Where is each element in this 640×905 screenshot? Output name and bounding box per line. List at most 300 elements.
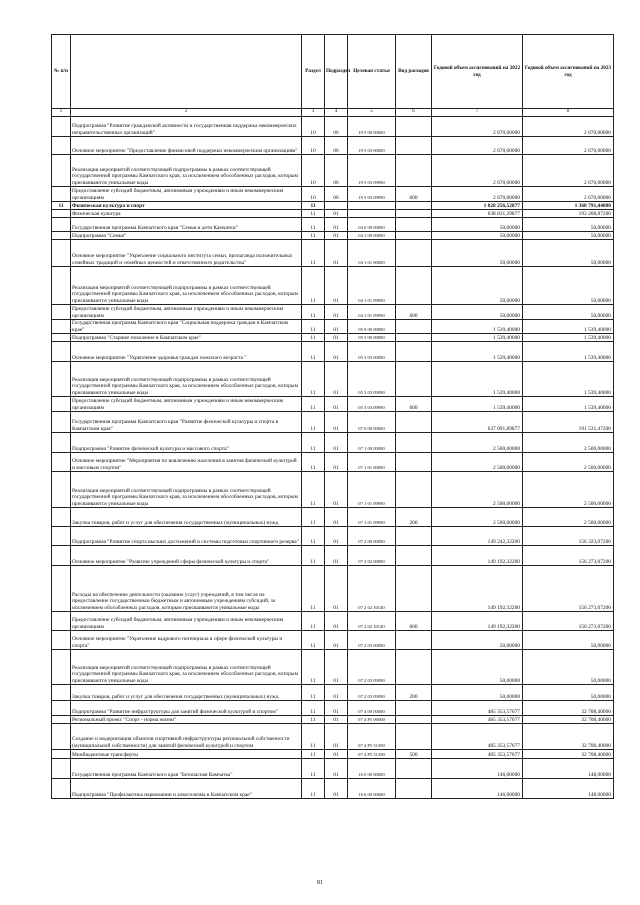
table-row <box>52 187 614 202</box>
header-type: Вид расходов <box>396 35 432 109</box>
expense-type-code: 600 <box>396 397 432 412</box>
target-article-code: 07 4 P5 51390 <box>348 750 396 759</box>
subsection-code: 01 <box>325 342 348 362</box>
target-article-code: 07 2 02 10140 <box>348 566 396 612</box>
expense-type-code <box>396 240 432 267</box>
subsection-code: 06 <box>325 137 348 155</box>
amount-2023: 1 539,40000 <box>523 334 614 342</box>
target-article-code: 04 1 00 00000 <box>348 232 396 240</box>
row-number <box>52 433 71 453</box>
amount-2023: 2 500,00000 <box>523 472 614 508</box>
budget-table <box>51 34 614 799</box>
section-code: 11 <box>302 527 325 546</box>
row-number <box>52 472 71 508</box>
expense-name: Физическая культура <box>71 210 302 218</box>
expense-type-code: 200 <box>396 685 432 701</box>
target-article-code: 07 1 00 00000 <box>348 433 396 453</box>
target-article-code: 19 5 03 09990 <box>348 155 396 187</box>
amount-2023: 2 670,00000 <box>523 117 614 137</box>
section-code: 11 <box>302 362 325 397</box>
row-number <box>52 155 71 187</box>
section-code: 11 <box>302 202 325 210</box>
amount-2023: 156 273,07200 <box>523 612 614 631</box>
amount-2022: 1 828 256,52877 <box>432 202 523 210</box>
subsection-code: 06 <box>325 117 348 137</box>
expense-name: Межбюджетные трансферты <box>71 750 302 759</box>
section-code: 11 <box>302 210 325 218</box>
expense-type-code <box>396 433 432 453</box>
section-code: 11 <box>302 453 325 472</box>
table-row <box>52 342 614 362</box>
row-number <box>52 232 71 240</box>
subsection-code: 01 <box>325 453 348 472</box>
row-number <box>52 334 71 342</box>
section-code: 11 <box>302 650 325 685</box>
target-article-code <box>348 202 396 210</box>
amount-2022: 50,00000 <box>432 232 523 240</box>
amount-2022: 50,00000 <box>432 685 523 701</box>
amount-2022: 2 670,00000 <box>432 155 523 187</box>
expense-type-code <box>396 210 432 218</box>
expense-name: Основное мероприятие "Укрепление кадрового потенциала в сфере физической культуры и спорта" <box>71 631 302 650</box>
section-code: 11 <box>302 267 325 305</box>
section-code: 11 <box>302 232 325 240</box>
section-code: 11 <box>302 397 325 412</box>
table-row <box>52 650 614 685</box>
expense-name: Реализация мероприятий соответствующей подпрограммы в рамках соответствующей государственной программы Камчатского края, за исключением обособленных расходов, которым присваиваются уникальные коды <box>71 650 302 685</box>
row-number <box>52 320 71 334</box>
page-number: 81 <box>317 880 323 886</box>
section-code: 11 <box>302 412 325 433</box>
target-article-code: 04 1 01 09990 <box>348 305 396 320</box>
amount-2023: 50,00000 <box>523 650 614 685</box>
amount-2022: 1 539,40000 <box>432 342 523 362</box>
subsection-code <box>325 202 348 210</box>
amount-2022: 1 539,40000 <box>432 320 523 334</box>
expense-name: Физическая культура и спорт <box>71 202 302 210</box>
table-row <box>52 779 614 799</box>
section-code: 11 <box>302 305 325 320</box>
amount-2022: 2 500,00000 <box>432 508 523 527</box>
col-number: 8 <box>523 109 614 117</box>
table-row <box>52 334 614 342</box>
row-number <box>52 566 71 612</box>
amount-2023: 1 539,40000 <box>523 362 614 397</box>
subsection-code: 01 <box>325 334 348 342</box>
amount-2022: 485 353,57677 <box>432 701 523 716</box>
expense-type-code <box>396 759 432 779</box>
row-number <box>52 305 71 320</box>
amount-2022: 637 091,89877 <box>432 412 523 433</box>
amount-2023: 2 500,00000 <box>523 508 614 527</box>
subsection-code: 01 <box>325 433 348 453</box>
subsection-code: 01 <box>325 546 348 566</box>
target-article-code: 07 4 P5 51390 <box>348 724 396 750</box>
expense-name: Предоставление субсидий бюджетным, автономным учреждениям и иным некоммерческим организациям <box>71 187 302 202</box>
target-article-code: 07 2 02 10140 <box>348 612 396 631</box>
subsection-code: 01 <box>325 305 348 320</box>
row-number <box>52 137 71 155</box>
subsection-code: 01 <box>325 232 348 240</box>
expense-type-code <box>396 202 432 210</box>
expense-name: Подпрограмма "Развитие спорта высших достижений и системы подготовки спортивного резерва" <box>71 527 302 546</box>
row-number <box>52 527 71 546</box>
amount-2023: 50,00000 <box>523 305 614 320</box>
amount-2023: 50,00000 <box>523 267 614 305</box>
col-number: 1 <box>52 109 71 117</box>
expense-type-code <box>396 155 432 187</box>
expense-name: Расходы на обеспечение деятельности (оказание услуг) учреждений, в том числе на предоставление государственным бюджетным и автономным учреждениям субсидий, за исключением обособленных расходов, которым присваиваются уникальные коды <box>71 566 302 612</box>
amount-2022: 485 353,57677 <box>432 724 523 750</box>
section-code: 11 <box>302 240 325 267</box>
amount-2022: 149 242,32200 <box>432 527 523 546</box>
expense-type-code <box>396 218 432 232</box>
amount-2023: 32 708,40000 <box>523 724 614 750</box>
amount-2023: 2 500,00000 <box>523 453 614 472</box>
row-number <box>52 412 71 433</box>
target-article-code: 07 1 01 00000 <box>348 453 396 472</box>
section-code: 11 <box>302 334 325 342</box>
amount-2023: 2 670,00000 <box>523 187 614 202</box>
header-row <box>52 35 614 109</box>
expense-type-code <box>396 412 432 433</box>
section-code: 11 <box>302 685 325 701</box>
expense-type-code <box>396 546 432 566</box>
row-number <box>52 650 71 685</box>
expense-type-code <box>396 650 432 685</box>
expense-name: Реализация мероприятий соответствующей подпрограммы в рамках соответствующей государственной программы Камчатского края, за исключением обособленных расходов, которым присваиваются уникальные коды <box>71 472 302 508</box>
row-number <box>52 701 71 716</box>
amount-2023: 148,00000 <box>523 759 614 779</box>
amount-2023: 156 273,07200 <box>523 546 614 566</box>
row-number <box>52 397 71 412</box>
subsection-code: 01 <box>325 210 348 218</box>
table-row <box>52 397 614 412</box>
expense-name: Основное мероприятие "Укрепление здоровья граждан пожилого возраста " <box>71 342 302 362</box>
subsection-code: 01 <box>325 472 348 508</box>
row-number <box>52 546 71 566</box>
table-row <box>52 546 614 566</box>
expense-type-code <box>396 117 432 137</box>
expense-type-code <box>396 137 432 155</box>
section-code: 11 <box>302 218 325 232</box>
amount-2023: 148,00000 <box>523 779 614 799</box>
expense-name: Основное мероприятие "Мероприятия по вовлечению населения в занятия физической культурой и массовым спортом" <box>71 453 302 472</box>
expense-name: Подпрограмма "Развитие физической культуры и массового спорта" <box>71 433 302 453</box>
table-row <box>52 232 614 240</box>
row-number <box>52 724 71 750</box>
section-code: 11 <box>302 612 325 631</box>
amount-2022: 149 192,32200 <box>432 612 523 631</box>
section-code: 11 <box>302 472 325 508</box>
amount-2022: 2 670,00000 <box>432 117 523 137</box>
expense-name: Реализация мероприятий соответствующей подпрограммы в рамках соответствующей государственной программы Камчатского края, за исключением обособленных расходов, которым присваиваются уникальные коды <box>71 362 302 397</box>
expense-name: Подпрограмма "Семья" <box>71 232 302 240</box>
target-article-code: 05 3 03 00000 <box>348 342 396 362</box>
subsection-code: 01 <box>325 218 348 232</box>
subsection-code: 01 <box>325 701 348 716</box>
amount-2023: 50,00000 <box>523 631 614 650</box>
target-article-code: 07 2 03 09990 <box>348 685 396 701</box>
budget-table-page <box>51 34 613 799</box>
target-article-code: 07 2 02 00000 <box>348 546 396 566</box>
section-code: 11 <box>302 701 325 716</box>
subsection-code: 01 <box>325 397 348 412</box>
col-number: 5 <box>348 109 396 117</box>
amount-2023: 32 708,40000 <box>523 701 614 716</box>
subsection-code: 01 <box>325 724 348 750</box>
amount-2022: 146,00000 <box>432 759 523 779</box>
header-name <box>71 35 302 109</box>
amount-2023: 1 539,40000 <box>523 397 614 412</box>
expense-name: Государственная программа Камчатского края "Развитие физической культуры и спорта в Камчатском крае" <box>71 412 302 433</box>
table-row <box>52 320 614 334</box>
table-row <box>52 472 614 508</box>
expense-type-code <box>396 267 432 305</box>
target-article-code: 07 4 P5 00000 <box>348 716 396 724</box>
amount-2022: 50,00000 <box>432 650 523 685</box>
target-article-code: 05 3 03 09990 <box>348 362 396 397</box>
amount-2022: 2 500,00000 <box>432 433 523 453</box>
amount-2023: 50,00000 <box>523 685 614 701</box>
expense-type-code <box>396 342 432 362</box>
col-number: 2 <box>71 109 302 117</box>
table-row <box>52 362 614 397</box>
subsection-code: 01 <box>325 566 348 612</box>
subsection-code: 01 <box>325 779 348 799</box>
section-code: 10 <box>302 137 325 155</box>
amount-2022: 2 670,00000 <box>432 137 523 155</box>
section-code: 11 <box>302 566 325 612</box>
row-number: 11 <box>52 202 71 210</box>
amount-2022: 50,00000 <box>432 240 523 267</box>
amount-2022: 149 192,32200 <box>432 546 523 566</box>
expense-type-code <box>396 779 432 799</box>
expense-type-code: 500 <box>396 750 432 759</box>
header-num: № п/п <box>52 35 71 109</box>
table-row <box>52 117 614 137</box>
section-code: 11 <box>302 342 325 362</box>
expense-type-code <box>396 716 432 724</box>
table-row <box>52 724 614 750</box>
amount-2023: 50,00000 <box>523 232 614 240</box>
row-number <box>52 210 71 218</box>
amount-2023: 32 708,40000 <box>523 750 614 759</box>
expense-name: Предоставление субсидий бюджетным, автономным учреждениям и иным некоммерческим организациям <box>71 397 302 412</box>
expense-name: Основное мероприятие "Развитие учреждений сферы физической культуры и спорта" <box>71 546 302 566</box>
expense-name: Государственная программа Камчатского края "Безопасная Камчатка" <box>71 759 302 779</box>
amount-2022: 1 539,40000 <box>432 334 523 342</box>
row-number <box>52 187 71 202</box>
table-row <box>52 631 614 650</box>
subsection-code: 01 <box>325 412 348 433</box>
header-2022: Годовой объем ассигнований на 2022 год <box>432 35 523 109</box>
section-code: 11 <box>302 433 325 453</box>
amount-2022: 485 353,57677 <box>432 716 523 724</box>
row-number <box>52 342 71 362</box>
amount-2022: 146,00000 <box>432 779 523 799</box>
row-number <box>52 779 71 799</box>
subsection-code: 01 <box>325 240 348 267</box>
subsection-code: 01 <box>325 650 348 685</box>
header-2023: Годовой объем ассигнований на 2023 год <box>523 35 614 109</box>
section-code: 11 <box>302 508 325 527</box>
row-number <box>52 240 71 267</box>
subsection-code: 01 <box>325 759 348 779</box>
amount-2023: 193 268,87200 <box>523 210 614 218</box>
subsection-code: 01 <box>325 267 348 305</box>
table-row <box>52 202 614 210</box>
amount-2023: 2 670,00000 <box>523 155 614 187</box>
expense-name: Закупка товаров, работ и услуг для обеспечения государственных (муниципальных) нужд <box>71 508 302 527</box>
header-section: Раздел <box>302 35 325 109</box>
amount-2023: 156 323,07200 <box>523 527 614 546</box>
section-code: 11 <box>302 759 325 779</box>
table-body <box>52 117 614 799</box>
table-row <box>52 218 614 232</box>
amount-2023: 50,00000 <box>523 240 614 267</box>
table-row <box>52 155 614 187</box>
table-row <box>52 137 614 155</box>
subsection-code: 01 <box>325 716 348 724</box>
col-number: 6 <box>396 109 432 117</box>
row-number <box>52 453 71 472</box>
target-article-code: 05 3 03 09990 <box>348 397 396 412</box>
amount-2022: 2 500,00000 <box>432 453 523 472</box>
expense-type-code: 200 <box>396 508 432 527</box>
section-code: 11 <box>302 779 325 799</box>
amount-2022: 1 539,40000 <box>432 397 523 412</box>
section-code: 11 <box>302 716 325 724</box>
table-row <box>52 566 614 612</box>
expense-name: Предоставление субсидий бюджетным, автономным учреждениям и иным некоммерческим организациям <box>71 612 302 631</box>
expense-name: Предоставление субсидий бюджетным, автономным учреждениям и иным некоммерческим организациям <box>71 305 302 320</box>
col-number: 4 <box>325 109 348 117</box>
expense-type-code <box>396 362 432 397</box>
expense-type-code <box>396 453 432 472</box>
subsection-code: 06 <box>325 187 348 202</box>
section-code: 10 <box>302 187 325 202</box>
amount-2022: 50,00000 <box>432 631 523 650</box>
row-number <box>52 612 71 631</box>
target-article-code <box>348 210 396 218</box>
expense-type-code: 600 <box>396 305 432 320</box>
amount-2022: 638 831,29877 <box>432 210 523 218</box>
expense-name: Подпрограмма "Старшее поколение в Камчатском крае" <box>71 334 302 342</box>
amount-2023: 191 531,47200 <box>523 412 614 433</box>
target-article-code: 07 2 03 09990 <box>348 650 396 685</box>
table-row <box>52 412 614 433</box>
target-article-code: 05 0 00 00000 <box>348 320 396 334</box>
subsection-code: 01 <box>325 685 348 701</box>
expense-name: Подпрограмма "Развитие инфраструктуры для занятий физической культурой и спортом" <box>71 701 302 716</box>
target-article-code: 07 1 01 09990 <box>348 508 396 527</box>
row-number <box>52 759 71 779</box>
col-number: 7 <box>432 109 523 117</box>
amount-2023: 2 670,00000 <box>523 137 614 155</box>
table-row <box>52 701 614 716</box>
target-article-code: 07 2 00 00000 <box>348 527 396 546</box>
section-code: 11 <box>302 320 325 334</box>
table-row <box>52 716 614 724</box>
row-number <box>52 685 71 701</box>
amount-2023: 2 500,00000 <box>523 433 614 453</box>
amount-2023: 156 273,07200 <box>523 566 614 612</box>
table-row <box>52 240 614 267</box>
section-code: 11 <box>302 724 325 750</box>
amount-2022: 2 670,00000 <box>432 187 523 202</box>
expense-name: Реализация мероприятий соответствующей подпрограммы в рамках соответствующей государственной программы Камчатского края, за исключением обособленных расходов, которым присваиваются уникальные коды <box>71 155 302 187</box>
table-row <box>52 453 614 472</box>
expense-name: Создание и модернизация объектов спортивной инфраструктуры региональной собственности (муниципальной собственности) для занятий физической культурой и спортом <box>71 724 302 750</box>
amount-2022: 50,00000 <box>432 305 523 320</box>
column-number-row <box>52 109 614 117</box>
expense-type-code <box>396 631 432 650</box>
col-number: 3 <box>302 109 325 117</box>
amount-2022: 50,00000 <box>432 267 523 305</box>
target-article-code: 19 5 03 09990 <box>348 187 396 202</box>
expense-type-code: 600 <box>396 612 432 631</box>
header-target: Целевая статья <box>348 35 396 109</box>
expense-type-code <box>396 566 432 612</box>
target-article-code: 16 0 00 00000 <box>348 759 396 779</box>
amount-2023: 1 368 791,44800 <box>523 202 614 210</box>
expense-name: Государственная программа Камчатского края "Семья и дети Камчатки" <box>71 218 302 232</box>
expense-name: Реализация мероприятий соответствующей подпрограммы в рамках соответствующей государственной программы Камчатского края, за исключением обособленных расходов, которым присваиваются уникальные коды <box>71 267 302 305</box>
target-article-code: 04 1 01 09990 <box>348 267 396 305</box>
subsection-code: 06 <box>325 155 348 187</box>
expense-name: Государственная программа Камчатского края "Социальная поддержка граждан в Камчатском крае" <box>71 320 302 334</box>
table-row <box>52 612 614 631</box>
expense-type-code <box>396 334 432 342</box>
section-code: 11 <box>302 750 325 759</box>
table-row <box>52 210 614 218</box>
section-code: 11 <box>302 631 325 650</box>
expense-type-code <box>396 527 432 546</box>
row-number <box>52 716 71 724</box>
section-code: 10 <box>302 117 325 137</box>
table-row <box>52 267 614 305</box>
section-code: 10 <box>302 155 325 187</box>
amount-2023: 50,00000 <box>523 218 614 232</box>
expense-type-code <box>396 724 432 750</box>
target-article-code: 07 2 03 00000 <box>348 631 396 650</box>
amount-2022: 2 500,00000 <box>432 472 523 508</box>
amount-2022: 485 353,57677 <box>432 750 523 759</box>
target-article-code: 19 5 03 00000 <box>348 137 396 155</box>
target-article-code: 04 1 01 00000 <box>348 240 396 267</box>
expense-type-code: 600 <box>396 187 432 202</box>
amount-2023: 1 539,40000 <box>523 342 614 362</box>
target-article-code: 07 1 01 09990 <box>348 472 396 508</box>
amount-2022: 50,00000 <box>432 218 523 232</box>
target-article-code: 04 0 00 00000 <box>348 218 396 232</box>
expense-type-code <box>396 320 432 334</box>
amount-2022: 149 192,32200 <box>432 566 523 612</box>
amount-2023: 1 539,40000 <box>523 320 614 334</box>
amount-2022: 1 539,40000 <box>432 362 523 397</box>
row-number <box>52 362 71 397</box>
expense-name: Подпрограмма "Профилактика наркомании и алкоголизма в Камчатском крае" <box>71 779 302 799</box>
subsection-code: 01 <box>325 362 348 397</box>
row-number <box>52 218 71 232</box>
target-article-code: 19 5 00 00000 <box>348 117 396 137</box>
subsection-code: 01 <box>325 750 348 759</box>
subsection-code: 01 <box>325 508 348 527</box>
expense-name: Региональный проект "Спорт - норма жизни" <box>71 716 302 724</box>
row-number <box>52 267 71 305</box>
row-number <box>52 631 71 650</box>
